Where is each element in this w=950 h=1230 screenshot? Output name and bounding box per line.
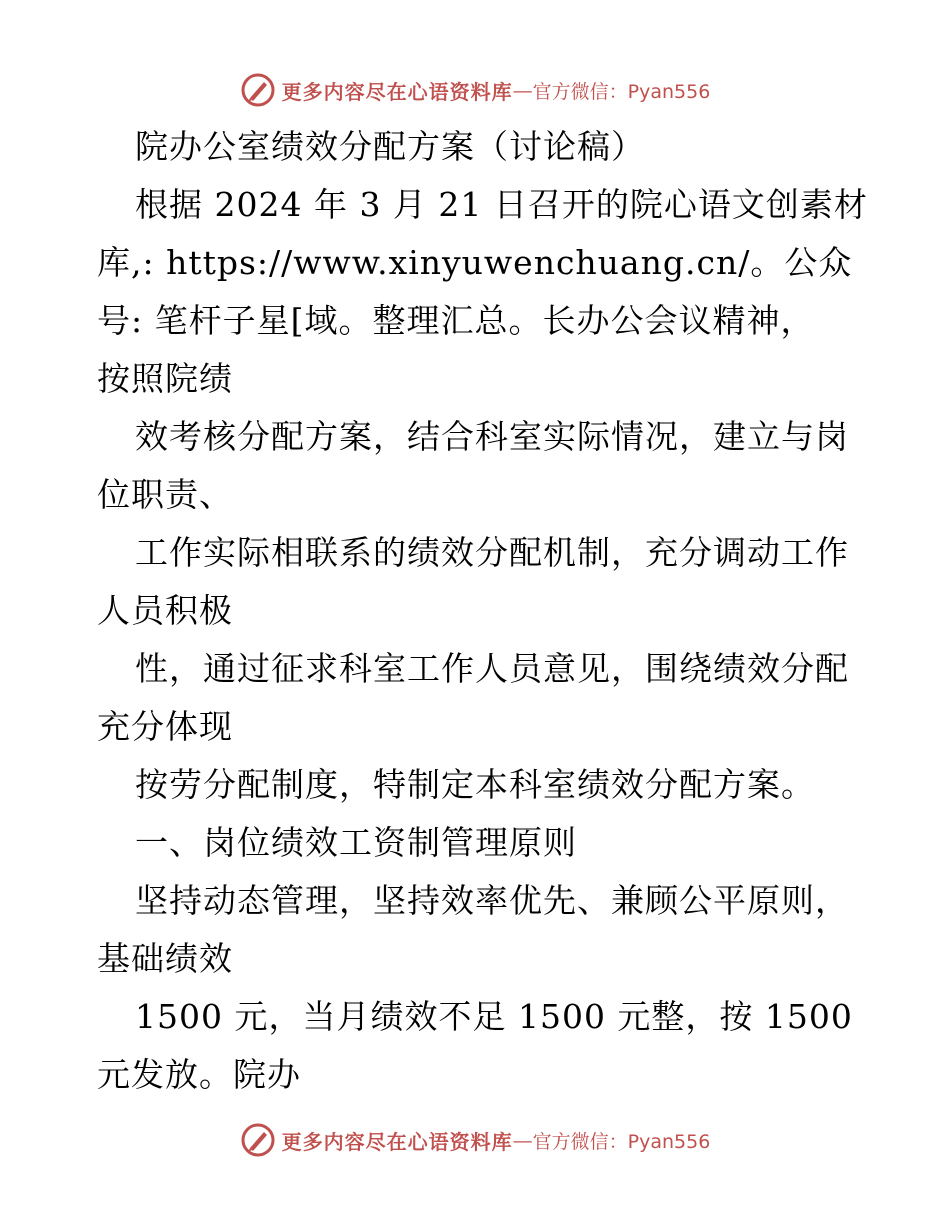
paragraph-line: 人员积极 xyxy=(97,591,233,630)
paragraph-line: 根据 2024 年 3 月 21 日召开的院心语文创素材 xyxy=(135,185,868,224)
pen-logo-icon xyxy=(240,1122,276,1158)
document-body xyxy=(97,118,868,1104)
header-banner xyxy=(0,70,950,110)
paragraph-line: 库,: https://www.xinyuwenchuang.cn/。公众 xyxy=(97,243,853,282)
banner-separator: — xyxy=(512,78,533,102)
section-heading: 一、岗位绩效工资制管理原则 xyxy=(135,823,577,862)
document-title: 院办公室绩效分配方案（讨论稿） xyxy=(135,127,645,166)
banner-contact: 官方微信：Pyan556 xyxy=(532,1130,711,1153)
banner-contact: 官方微信：Pyan556 xyxy=(532,80,711,103)
banner-text: 更多内容尽在心语资料库 xyxy=(281,79,513,104)
paragraph-line: 按劳分配制度，特制定本科室绩效分配方案。 xyxy=(135,765,815,804)
paragraph-line: 坚持动态管理，坚持效率优先、兼顾公平原则， xyxy=(135,881,849,920)
paragraph-line: 号: 笔杆子星[域。整理汇总。长办公会议精神， xyxy=(97,301,815,340)
banner-separator: — xyxy=(512,1128,533,1152)
paragraph-line: 效考核分配方案，结合科室实际情况，建立与岗 xyxy=(135,417,849,456)
pen-logo-icon xyxy=(240,72,276,108)
paragraph-line: 充分体现 xyxy=(97,707,233,746)
paragraph-line: 按照院绩 xyxy=(97,359,233,398)
paragraph-line: 元发放。院办 xyxy=(97,1055,301,1094)
paragraph-line: 工作实际相联系的绩效分配机制，充分调动工作 xyxy=(135,533,849,572)
paragraph-line: 性，通过征求科室工作人员意见，围绕绩效分配 xyxy=(135,649,849,688)
paragraph-line: 基础绩效 xyxy=(97,939,233,978)
footer-banner xyxy=(0,1120,950,1160)
banner-text: 更多内容尽在心语资料库 xyxy=(281,1129,513,1154)
paragraph-line: 1500 元，当月绩效不足 1500 元整，按 1500 xyxy=(135,997,853,1036)
paragraph-line: 位职责、 xyxy=(97,475,233,514)
